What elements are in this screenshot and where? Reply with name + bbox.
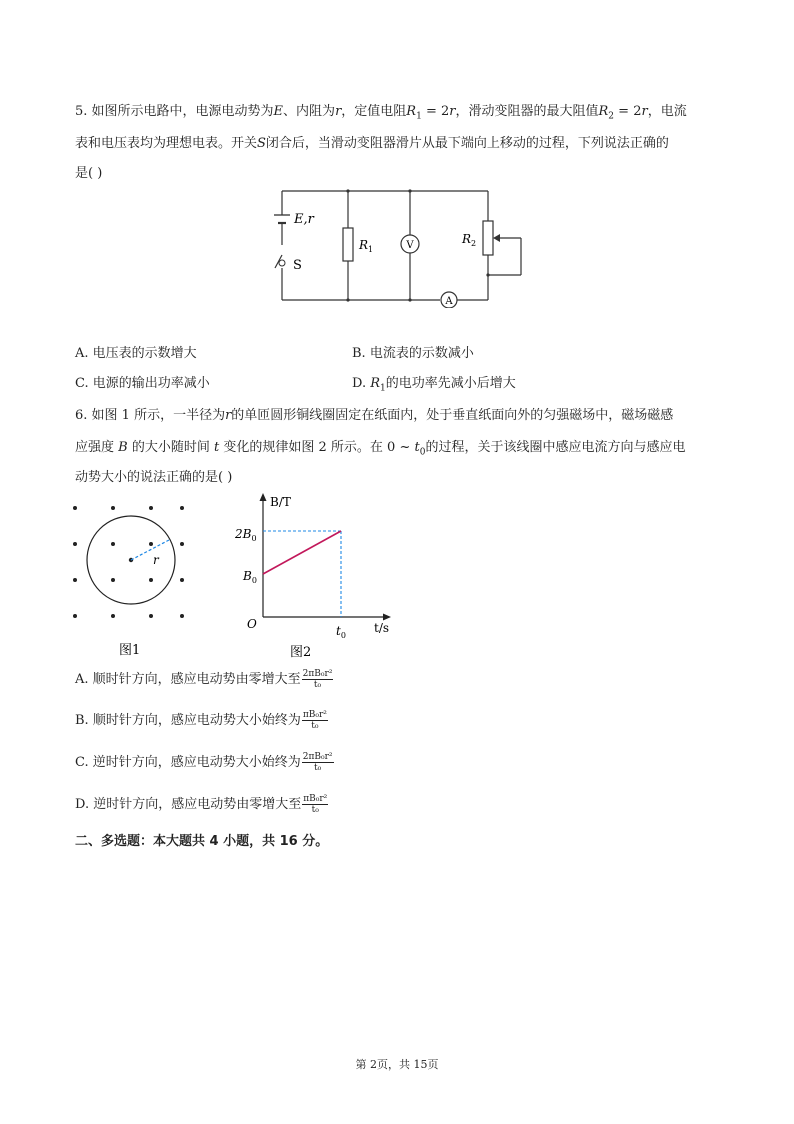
x-axis-label: t/s	[374, 621, 390, 635]
q5-option-b: B. 电流表的示数减小	[352, 346, 474, 361]
q5-option-d: D. $R_1$的电功率先减小后增大	[352, 376, 516, 394]
q6-option-a: A. 顺时针方向，感应电动势由零增大至 $\frac{\text{2πB₀r²}}{\text{t₀}}$	[75, 669, 333, 690]
figure-2-chart	[230, 490, 400, 665]
resistor-r1	[343, 228, 353, 261]
slider-arrow-icon	[493, 234, 500, 242]
y-axis-label: B/T	[270, 495, 291, 509]
figure-1	[65, 498, 185, 663]
field-dots	[73, 506, 184, 618]
figure-1-caption: 图1	[119, 643, 141, 658]
rheostat-r2	[483, 221, 493, 255]
y-tick-b0: $B_0$	[243, 569, 257, 585]
y-tick-2b0: $2B_0$	[235, 527, 257, 543]
circuit-diagram	[255, 183, 535, 308]
page-footer: 第 2页，共 15页	[355, 1058, 439, 1071]
section-2-heading: 二、多选题：本大题共 4 小题，共 16 分。	[75, 834, 329, 849]
r2-label: $R_2$	[462, 232, 477, 248]
q6-line-3: 动势大小的说法正确的是( )	[75, 470, 233, 485]
q5-option-c: C. 电源的输出功率减小	[75, 376, 210, 391]
q6-option-d: D. 逆时针方向，感应电动势由零增大至 $\frac{\text{πB₀r²}}{\text{t₀}}$	[75, 794, 328, 815]
radius-label: r	[153, 553, 159, 567]
origin-label: O	[247, 617, 257, 631]
switch-label: S	[293, 258, 302, 273]
x-tick-t0: $t_0$	[336, 624, 346, 640]
b-t-line	[263, 531, 341, 574]
q6-option-c: C. 逆时针方向，感应电动势大小始终为 $\frac{\text{2πB₀r²}}{\text{t₀}}$	[75, 752, 333, 773]
q5-line-1: 5. 如图所示电路中，电源电动势为E、内阻为r，定值电阻$R_1 = 2r$，滑动变阻器的最大阻值$R_2 = 2r$，电流	[75, 104, 687, 122]
q5-line-2: 表和电压表均为理想电表。开关S闭合后，当滑动变阻器滑片从最下端向上移动的过程，下列说法正确的	[75, 136, 669, 151]
q5-line-3: 是( )	[75, 166, 103, 181]
y-axis-arrow-icon	[260, 493, 267, 501]
source-label: E,r	[294, 212, 314, 227]
q5-option-a: A. 电压表的示数增大	[75, 346, 197, 361]
q6-line-1: 6. 如图 1 所示，一半径为r的单匝圆形铜线圈固定在纸面内，处于垂直纸面向外的匀强磁场中，磁场磁感	[75, 408, 674, 423]
r1-label: $R_1$	[359, 238, 374, 254]
battery-symbol	[274, 215, 290, 231]
q6-line-2: 应强度 B 的大小随时间 t 变化的规律如图 2 所示。在 0 ~ $t_0$的过程，关于该线圈中感应电流方向与感应电	[75, 440, 686, 458]
voltmeter-label: V	[406, 240, 414, 251]
q6-option-b: B. 顺时针方向，感应电动势大小始终为 $\frac{\text{πB₀r²}}{\text{t₀}}$	[75, 710, 327, 731]
x-axis-arrow-icon	[383, 614, 391, 621]
ammeter-label: A	[445, 296, 453, 307]
switch-contact	[279, 260, 285, 266]
figure-2-caption: 图2	[290, 645, 312, 660]
